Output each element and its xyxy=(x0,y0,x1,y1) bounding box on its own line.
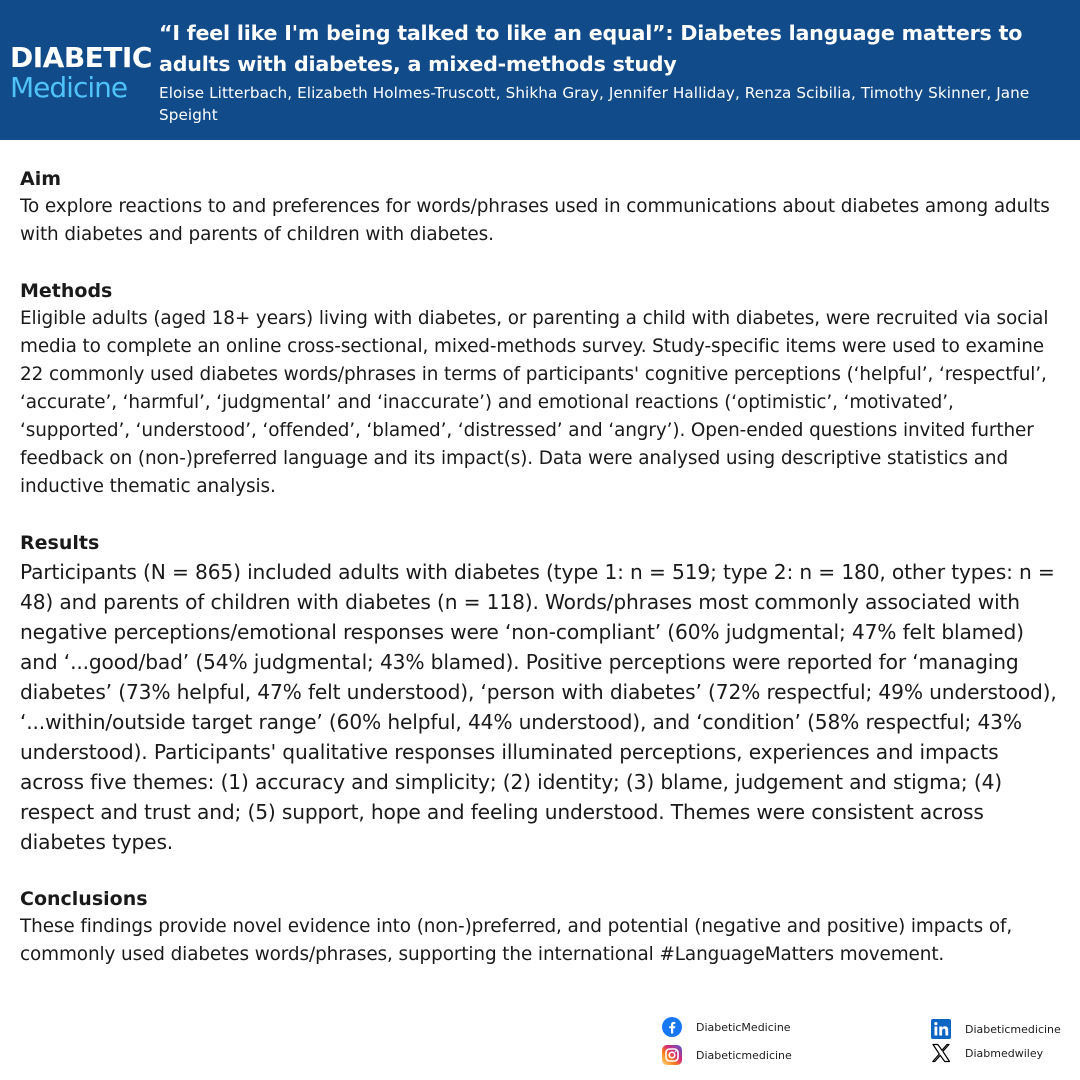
social-linkedin[interactable] xyxy=(931,1019,1061,1039)
instagram-icon xyxy=(662,1045,682,1065)
section-body-results: Participants (N = 865) included adults with diabetes (type 1: n = 519; type 2: n = 180, other types: n = 48) and parents of children with diabetes (n = 118). Words/phrases most commonly associated with negative perceptions/emotional responses were ‘non-compliant’ (60% judgmental; 47% felt blamed) and ‘...good/bad’ (54% judgmental; 43% blamed). Positive perceptions were reported for ‘managing diabetes’ (73% helpful, 47% felt understood), ‘person with diabetes’ (72% respectful; 49% understood), ‘...within/outside target range’ (60% helpful, 44% understood), and ‘condition’ (58% respectful; 43% understood). Participants' qualitative responses illuminated perceptions, experiences and impacts across five themes: (1) accuracy and simplicity; (2) identity; (3) blame, judgement and stigma; (4) respect and trust and; (5) support, hope and feeling understood. Themes were consistent across diabetes types. xyxy=(20,560,1057,854)
journal-logo xyxy=(10,41,152,104)
paper-title: “I feel like I'm being talked to like an equal”: Diabetes language matters to adults with diabetes, a mixed-methods study xyxy=(159,21,1023,76)
header-text xyxy=(159,18,1064,126)
header-banner xyxy=(0,0,1080,140)
logo-text-top: DIABETIC xyxy=(10,41,152,74)
linkedin-icon xyxy=(931,1019,951,1039)
logo-text-bottom: Medicine xyxy=(10,71,128,104)
x-icon xyxy=(931,1043,951,1063)
social-facebook[interactable] xyxy=(662,1017,791,1037)
x-handle: Diabmedwiley xyxy=(965,1046,1044,1060)
facebook-handle: DiabeticMedicine xyxy=(696,1020,791,1034)
paper-authors: Eloise Litterbach, Elizabeth Holmes-Truscott, Shikha Gray, Jennifer Halliday, Renza Scibilia, Timothy Skinner, Jane Speight xyxy=(159,84,1030,124)
social-instagram[interactable] xyxy=(662,1045,792,1065)
facebook-icon xyxy=(662,1017,682,1037)
section-heading-results: Results xyxy=(20,532,100,554)
section-conclusions xyxy=(20,885,1060,969)
section-heading-methods: Methods xyxy=(20,280,113,302)
section-body-aim: To explore reactions to and preferences for words/phrases used in communications about diabetes among adults with diabetes and parents of children with diabetes. xyxy=(20,196,1050,245)
section-results xyxy=(20,529,1060,857)
section-heading-conclusions: Conclusions xyxy=(20,888,148,910)
social-x[interactable] xyxy=(931,1043,1043,1063)
section-body-methods: Eligible adults (aged 18+ years) living with diabetes, or parenting a child with diabetes, were recruited via social media to complete an online cross-sectional, mixed-methods survey. Study-specific items were used to examine 22 commonly used diabetes words/phrases in terms of participants' cognitive perceptions (‘helpful’, ‘respectful’, ‘accurate’, ‘harmful’, ‘judgmental’ and ‘inaccurate’) and emotional reactions (‘optimistic’, ‘motivated’, ‘supported’, ‘understood’, ‘offended’, ‘blamed’, ‘distressed’ and ‘angry’). Open-ended questions invited further feedback on (non-)preferred language and its impact(s). Data were analysed using descriptive statistics and inductive thematic analysis. xyxy=(20,308,1049,497)
section-body-conclusions: These findings provide novel evidence into (non-)preferred, and potential (negative and positive) impacts of, commonly used diabetes words/phrases, supporting the international #LanguageMatters movement. xyxy=(20,916,1013,965)
section-heading-aim: Aim xyxy=(20,168,62,190)
abstract-content xyxy=(20,165,1060,997)
instagram-handle: Diabeticmedicine xyxy=(696,1048,792,1062)
section-aim xyxy=(20,165,1060,249)
section-methods xyxy=(20,277,1060,501)
linkedin-handle: Diabeticmedicine xyxy=(965,1022,1061,1036)
